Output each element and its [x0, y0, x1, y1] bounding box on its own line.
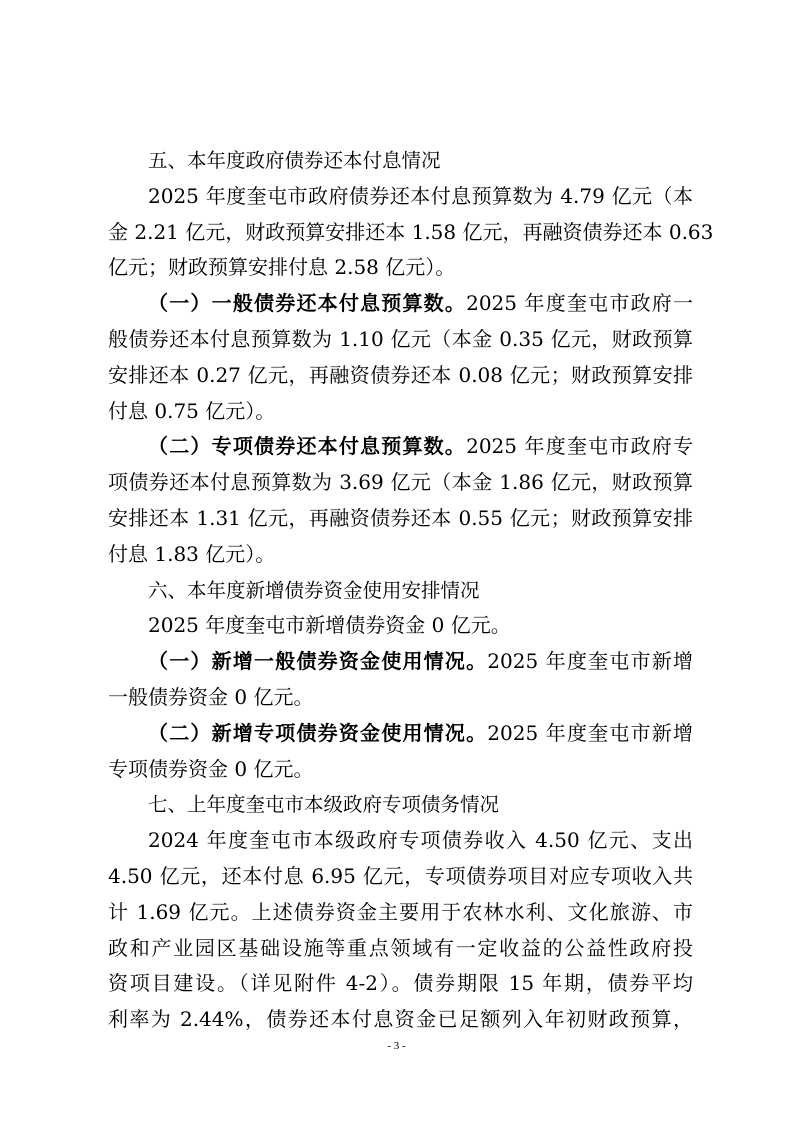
document-body: [108, 143, 714, 1038]
paragraph-line: 金 2.21 亿元，财政预算安排还本 1.58 亿元，再融资债券还本 0.63: [108, 219, 714, 244]
paragraph-line: 2025 年度奎屯市新增债券资金 0 亿元。: [148, 613, 511, 638]
subsection-line: [108, 429, 693, 465]
paragraph-line: 安排还本 0.27 亿元，再融资债券还本 0.08 亿元；财政预算安排: [108, 362, 693, 387]
paragraph-line: 般债券还本付息预算数为 1.10 亿元（本金 0.35 亿元，财政预算: [108, 326, 693, 351]
paragraph-line: 4.50 亿元，还本付息 6.95 亿元，专项债券项目对应专项收入共: [108, 863, 693, 888]
subsection-line: [108, 644, 693, 680]
paragraph-line: 资项目建设。（详见附件 4-2）。债券期限 15 年期，债券平均: [108, 971, 693, 996]
paragraph-line: 计 1.69 亿元。上述债券资金主要用于农林水利、文化旅游、市: [108, 899, 693, 924]
subsection-text: 2025 年度奎屯市新增: [487, 649, 693, 674]
paragraph-line: 政和产业园区基础设施等重点领域有一定收益的公益性政府投: [108, 935, 693, 960]
section-heading-5: 五、本年度政府债券还本付息情况: [148, 149, 441, 172]
paragraph-line: 付息 1.83 亿元）。: [108, 541, 276, 566]
subsection-label: （二）专项债券还本付息预算数。: [148, 434, 467, 459]
subsection-label: （一）一般债券还本付息预算数。: [148, 291, 467, 316]
paragraph-line: 付息 0.75 亿元）。: [108, 398, 276, 423]
subsection-text: 2025 年度奎屯市政府一: [466, 291, 693, 316]
paragraph-line: 利率为 2.44%，债券还本付息资金已足额列入年初财政预算，: [108, 1007, 693, 1032]
section-heading-7: 七、上年度奎屯市本级政府专项债务情况: [148, 793, 500, 817]
paragraph-line: 2025 年度奎屯市政府债券还本付息预算数为 4.79 亿元（本: [148, 183, 693, 208]
subsection-text: 2025 年度奎屯市政府专: [466, 434, 693, 459]
paragraph-line: 安排还本 1.31 亿元，再融资债券还本 0.55 亿元；财政预算安排: [108, 505, 693, 530]
paragraph-line: 一般债券资金 0 亿元。: [108, 684, 314, 709]
paragraph-line: 2024 年度奎屯市本级政府专项债券收入 4.50 亿元、支出: [148, 828, 693, 853]
subsection-text: 2025 年度奎屯市新增: [487, 720, 693, 745]
section-heading-6: 六、本年度新增债券资金使用安排情况: [148, 578, 480, 602]
subsection-line: [108, 716, 693, 752]
paragraph-line: 专项债券资金 0 亿元。: [108, 756, 314, 781]
subsection-label: （二）新增专项债券资金使用情况。: [148, 720, 488, 745]
subsection-label: （一）新增一般债券资金使用情况。: [148, 649, 488, 674]
subsection-line: [108, 286, 693, 322]
paragraph-line: 项债券还本付息预算数为 3.69 亿元（本金 1.86 亿元，财政预算: [108, 470, 693, 495]
paragraph-line: 亿元；财政预算安排付息 2.58 亿元）。: [108, 255, 456, 280]
page-number: - 3 -: [387, 1040, 406, 1052]
